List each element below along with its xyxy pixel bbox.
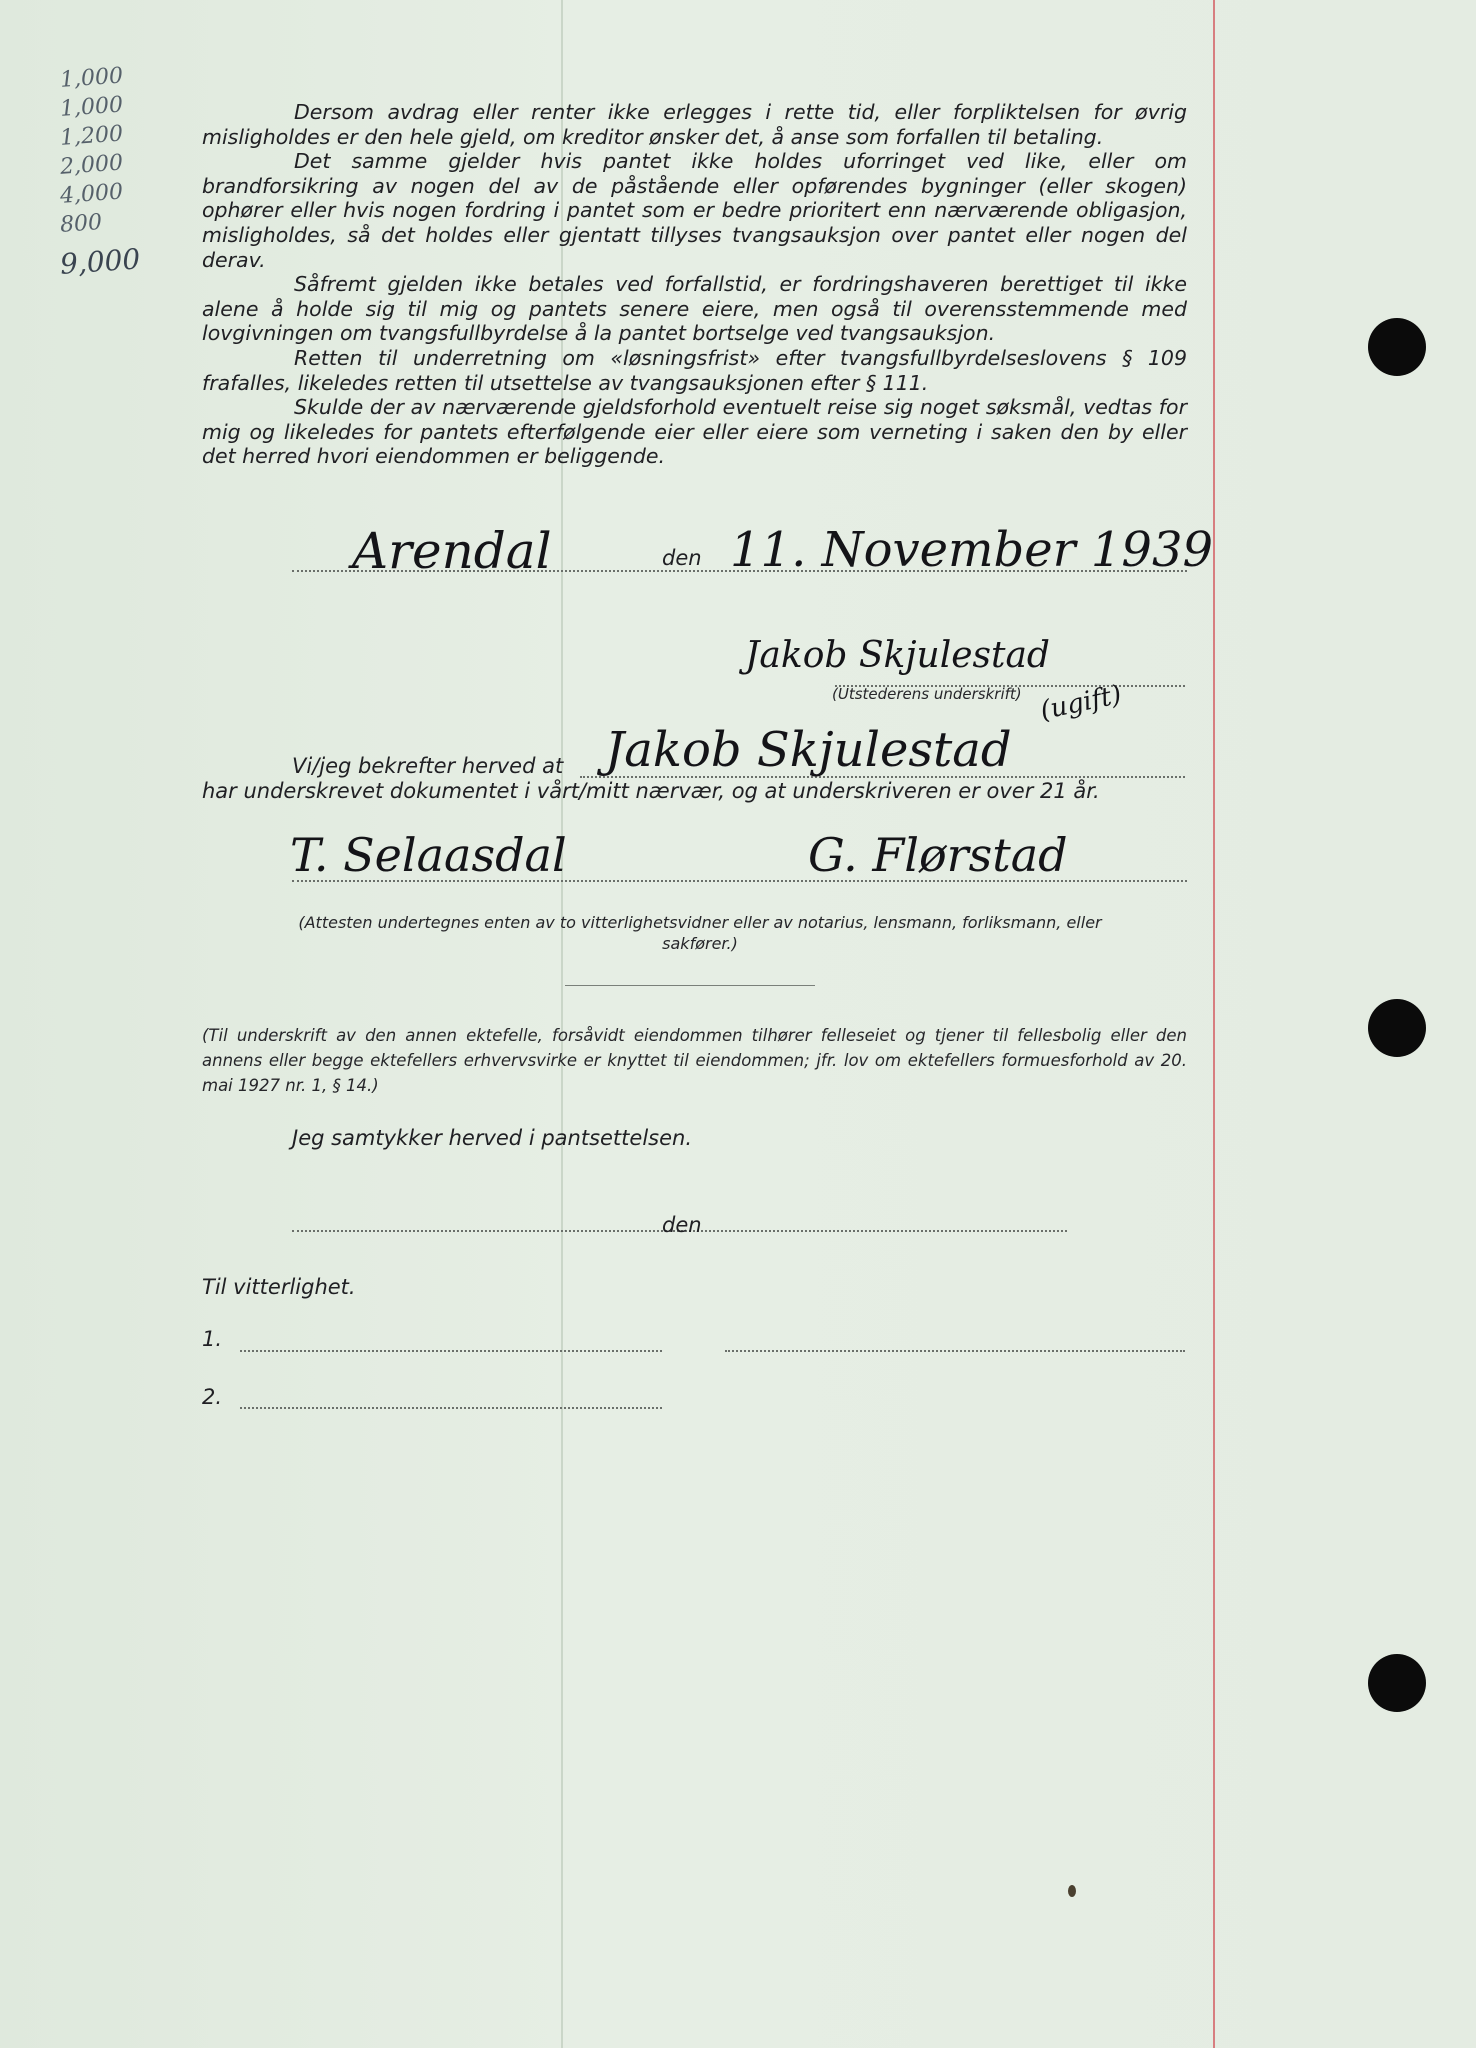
place-handwritten: Arendal <box>352 522 552 580</box>
witness-number-1: 1. <box>202 1327 223 1351</box>
terms-paragraph: Det samme gjelder hvis pantet ikke holdes uforringet ved like, eller om brandforsikring av nogen del av de påstående eller opførendes bygninger (eller skogen) ophører eller hvis nogen fordring i pantet som er bedre prioritert enn nærværende obligasjon, misligholdes, så det holdes eller gjentatt tillyses tvangsauksjon over pantet eller nogen del derav. <box>202 149 1187 272</box>
issuer-signature-label: (Utstederens underskrift) <box>832 685 1022 703</box>
consent-statement: Jeg samtykker herved i pantsettelsen. <box>292 1126 692 1150</box>
separator-line <box>565 985 815 986</box>
date-handwritten: 11. November 1939 <box>730 522 1214 578</box>
witness-1-line-right <box>725 1350 1185 1352</box>
witness-2-line <box>240 1407 662 1409</box>
ink-spot <box>1068 1885 1076 1897</box>
witness-number-2: 2. <box>202 1385 223 1409</box>
terms-paragraph: Såfremt gjelden ikke betales ved forfallstid, er fordringshaveren berettiget til ikke alene å holde sig til mig og pantets senere eiere, men også til overensstemmende med lovgivningen om tvangsfullbyrdelse å la pantet bortselge ved tvangsauksjon. <box>202 272 1187 346</box>
signer-name-handwritten: Jakob Skjulestad <box>605 722 1012 778</box>
witness-heading: Til vitterlighet. <box>202 1275 356 1299</box>
witness-confirm-text: har underskrevet dokumentet i vårt/mitt nærvær, og at underskriveren er over 21 år. <box>202 779 1100 803</box>
terms-text <box>202 100 1187 469</box>
margin-figure: 1,000 <box>59 63 124 93</box>
issuer-signature: Jakob Skjulestad <box>745 635 1050 676</box>
terms-paragraph: Skulde der av nærværende gjeldsforhold eventuelt reise sig noget søksmål, vedtas for mig og likeledes for pantets efterfølgende eier eller eiere som verneting i saken den by eller det herred hvori eiendommen er beliggende. <box>202 395 1187 469</box>
witness-signature-1: T. Selaasdal <box>290 828 567 882</box>
terms-paragraph: Retten til underretning om «løsningsfrist» efter tvangsfullbyrdelseslovens § 109 frafalles, likeledes retten til utsettelse av tvangsauksjonen efter § 111. <box>202 345 1187 395</box>
witness-signature-2: G. Flørstad <box>808 828 1068 882</box>
margin-figure: 4,000 <box>59 179 124 209</box>
consent-den-label: den <box>662 1213 702 1237</box>
margin-figure: 1,200 <box>59 121 124 151</box>
punch-hole <box>1368 999 1426 1057</box>
witness-confirm-prefix: Vi/jeg bekrefter herved at <box>292 754 564 778</box>
attest-instructions: (Attesten undertegnes enten av to vitterlighetsvidner eller av notarius, lensmann, forliksmann, eller sakfører.) <box>298 913 1102 953</box>
margin-figure: 1,000 <box>59 92 124 122</box>
margin-calculation <box>58 62 170 281</box>
margin-figure: 800 <box>59 209 103 238</box>
den-label: den <box>662 546 702 570</box>
spouse-consent-note: (Til underskrift av den annen ektefelle, forsåvidt eiendommen tilhører felleseiet og tjener til fellesbolig eller den annens eller begge ektefellers erhvervsvirke er knyttet til eiendommen; jfr. lov om ektefellers formuesforhold av 20. mai 1927 nr. 1, § 14.) <box>202 1026 1187 1095</box>
terms-paragraph: Dersom avdrag eller renter ikke erlegges i rette tid, eller forpliktelsen for øvrig misligholdes er den hele gjeld, om kreditor ønsker det, å anse som forfallen til betaling. <box>202 100 1187 149</box>
margin-figure: 2,000 <box>59 150 124 180</box>
punch-hole <box>1368 1654 1426 1712</box>
margin-rule <box>1213 0 1215 2048</box>
punch-hole <box>1368 318 1426 376</box>
margin-total: 9,000 <box>58 242 142 281</box>
witness-1-line-left <box>240 1350 662 1352</box>
marital-status-note: (ugift) <box>1037 679 1125 727</box>
